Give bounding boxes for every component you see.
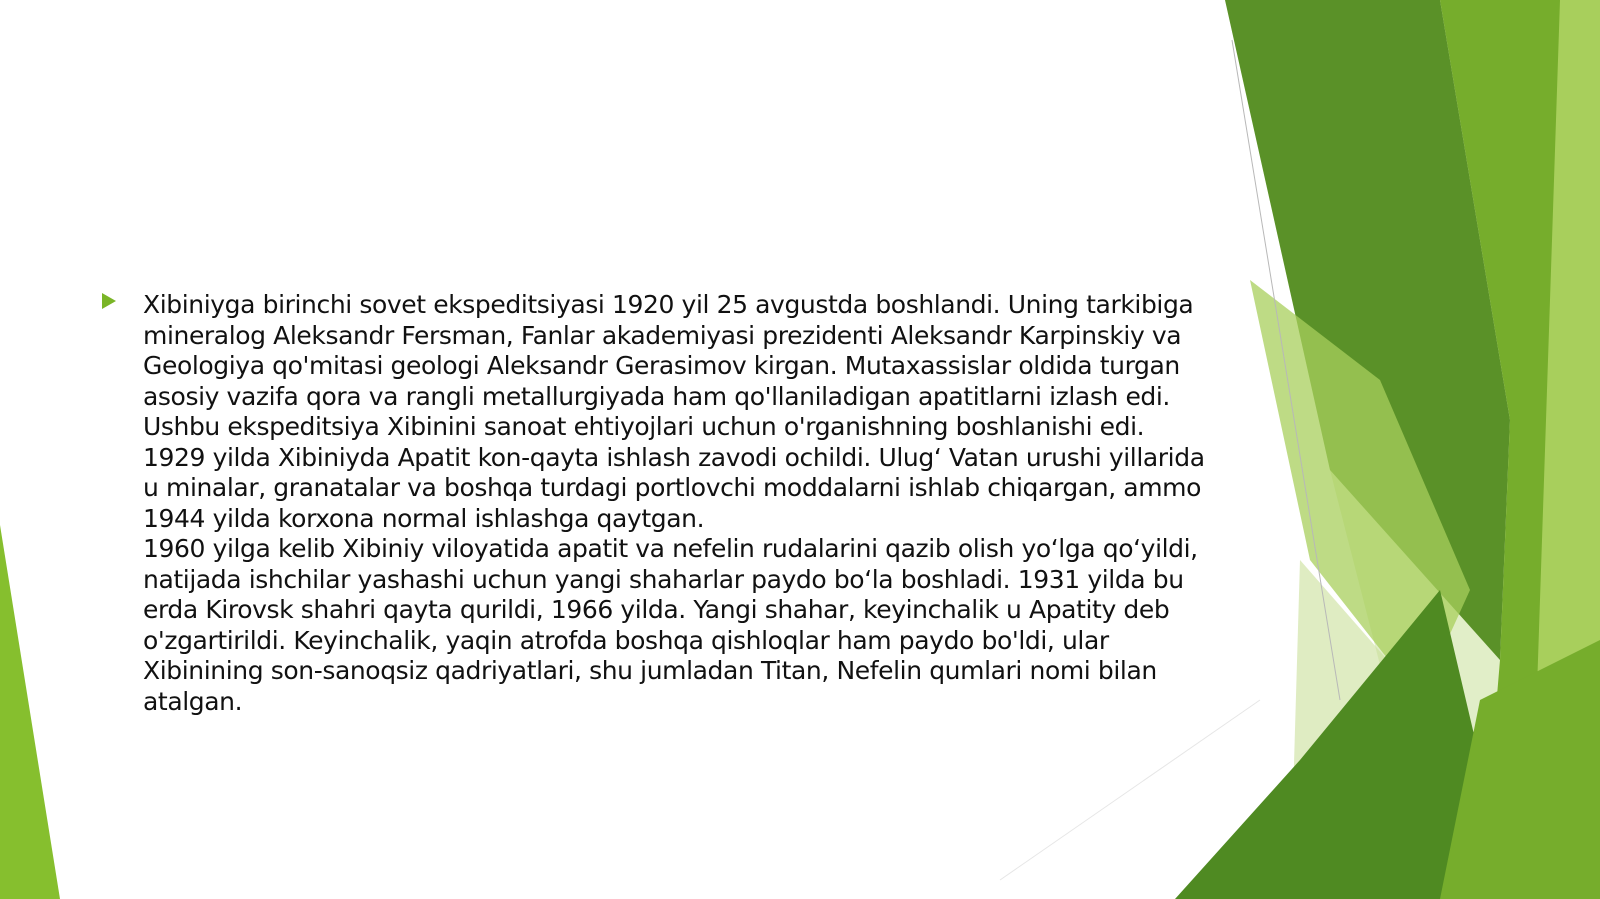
left-green-stripe [0, 525, 60, 899]
paragraph-new-towns: 1960 yilga kelib Xibiniy viloyatida apatit va nefelin rudalarini qazib olish yo‘lga qo‘yildi, natijada ishchilar yashashi uchun yangi shaharlar paydo bo‘la boshladi. 1931 yilda bu erda Kirovsk shahri qayta qurildi, 1966 yilda. Yangi shahar, keyinchalik u Apatity deb o'zgartirildi. Keyinchalik, yaqin atrofda boshqa qishloqlar ham paydo bo'ldi, ular Xibinining son-sanoqsiz qadriyatlari, shu jumladan Titan, Nefelin qumlari nomi bilan atalgan. [143, 534, 1198, 716]
triangle-bullet-icon [102, 293, 116, 309]
slide-body [102, 290, 1212, 717]
bullet-text [143, 290, 1212, 717]
paragraph-expedition: Xibiniyga birinchi sovet ekspeditsiyasi 1920 yil 25 avgustda boshlandi. Uning tarkibiga mineralog Aleksandr Fersman, Fanlar akademiyasi prezidenti Aleksandr Karpinskiy va Geologiya qo'mitasi geologi Aleksandr Gerasimov kirgan. Mutaxassislar oldida turgan asosiy vazifa qora va rangli metallurgiyada ham qo'llaniladigan apatitlarni izlash edi. Ushbu ekspeditsiya Xibinini sanoat ehtiyojlari uchun o'rganishning boshlanishi edi. [143, 290, 1194, 441]
paragraph-apatit-plant: 1929 yilda Xibiniyda Apatit kon-qayta ishlash zavodi ochildi. Ulug‘ Vatan urushi yillarida u minalar, granatalar va boshqa turdagi portlovchi moddalarni ishlab chiqargan, ammo 1944 yilda korxona normal ishlashga qaytgan. [143, 442, 1205, 533]
bullet-item [102, 290, 1212, 717]
